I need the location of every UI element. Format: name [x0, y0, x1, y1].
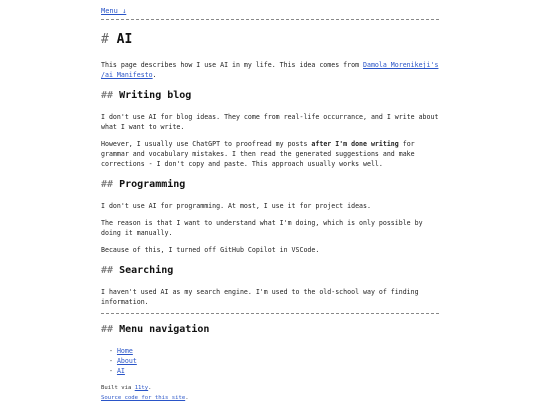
- footer-source: [101, 394, 189, 402]
- intro-text: This page describes how I use AI in my life. This idea comes from: [101, 61, 364, 69]
- menu-link-about[interactable]: About: [116, 357, 137, 365]
- menu-link[interactable]: Menu ↓: [101, 7, 127, 15]
- heading-hash: ##: [101, 90, 114, 101]
- menu-nav-list: [109, 346, 137, 376]
- footer-built-end: .: [148, 385, 152, 391]
- intro-end: .: [152, 71, 157, 79]
- heading-text: Menu navigation: [119, 324, 210, 335]
- menu-link-ai[interactable]: AI: [116, 367, 125, 375]
- menu-link-home[interactable]: Home: [116, 347, 133, 355]
- writing-paragraph-1: I don't use AI for blog ideas. They come from real-life occurrance, and I write about what I want to write.: [101, 113, 439, 131]
- heading-text: Searching: [119, 265, 174, 276]
- searching-paragraph-1: I haven't used AI as my search engine. I'm used to the old-school way of finding information.: [101, 288, 419, 306]
- heading-hash: ##: [101, 265, 114, 276]
- manifesto-link[interactable]: Damola Morenikeji's /ai Manifesto: [101, 61, 439, 79]
- heading-menu-navigation: [101, 323, 209, 336]
- writing-p2-bold: after I'm done writing: [311, 140, 399, 148]
- writing-p2-before: However, I usually use ChatGPT to proofread my posts: [101, 140, 312, 148]
- intro-paragraph: [101, 60, 439, 80]
- programming-paragraph-3: Because of this, I turned off GitHub Copilot in VSCode.: [101, 246, 320, 254]
- heading-writing-blog: [101, 89, 191, 102]
- bottom-divider: [101, 313, 439, 314]
- heading-hash: ##: [101, 324, 114, 335]
- menu-item-ai: [109, 366, 137, 376]
- heading-text: Writing blog: [119, 90, 192, 101]
- writing-paragraph-2: [101, 139, 439, 169]
- heading-hash: ##: [101, 179, 114, 190]
- top-divider: [101, 19, 439, 20]
- eleventy-link[interactable]: 11ty: [134, 385, 149, 391]
- menu-item-about: [109, 356, 137, 366]
- writing-p2-after: for grammar and vocabulary mistakes. I then read the generated suggestions and make corrections - I don't copy and paste. This approach usually works well.: [101, 140, 415, 168]
- heading-searching: [101, 264, 173, 277]
- title-hash: #: [101, 32, 109, 47]
- title-text: AI: [116, 32, 133, 47]
- page-title: [101, 31, 132, 48]
- footer-built-via: [101, 384, 152, 392]
- source-code-link[interactable]: Source code for this site: [101, 395, 186, 401]
- footer-built-text: Built via: [101, 385, 135, 391]
- footer-source-end: .: [185, 395, 189, 401]
- programming-paragraph-2: The reason is that I want to understand what I'm doing, which is only possible by doing it manually.: [101, 219, 423, 237]
- heading-programming: [101, 178, 185, 191]
- programming-paragraph-1: I don't use AI for programming. At most, I use it for project ideas.: [101, 202, 371, 210]
- menu-item-home: [109, 346, 137, 356]
- heading-text: Programming: [119, 179, 186, 190]
